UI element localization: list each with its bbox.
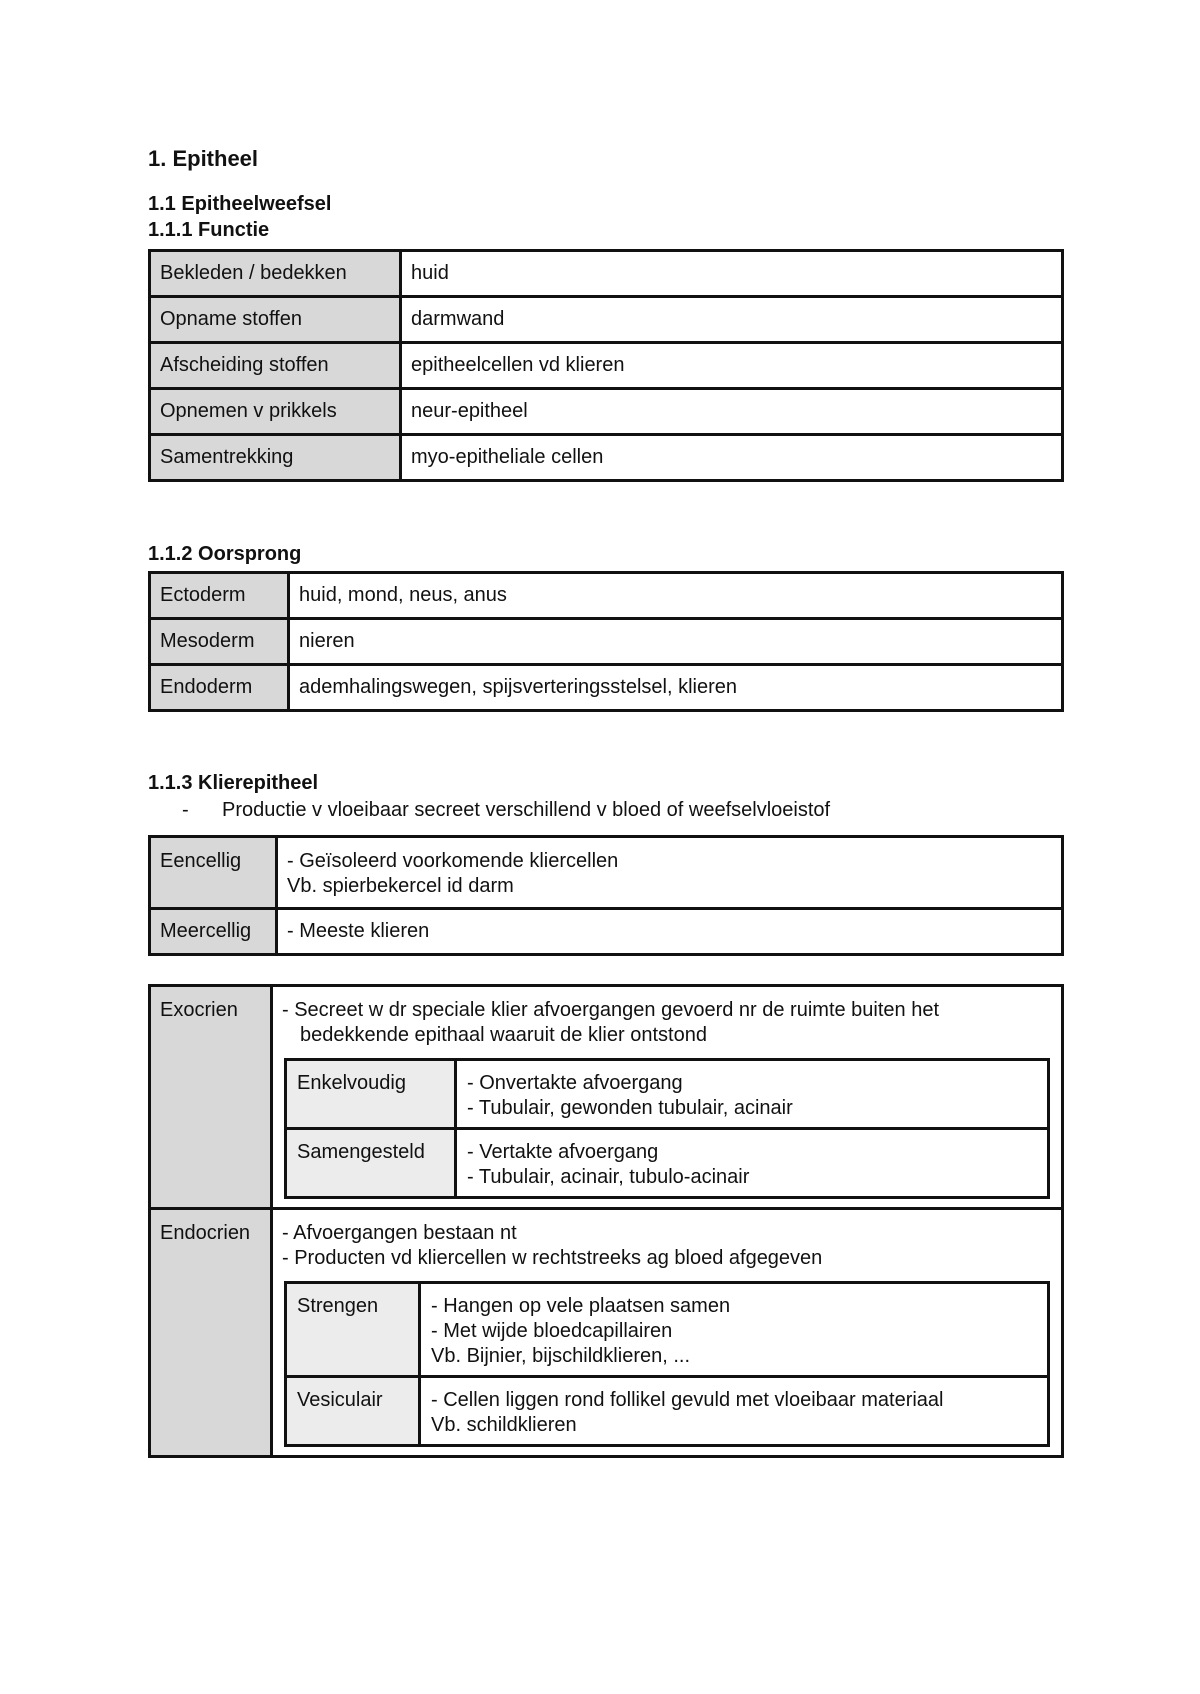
value-line: - Producten vd kliercellen w rechtstreeks ag bloed afgegeven — [282, 1247, 823, 1269]
row-label: Strengen — [286, 1283, 420, 1377]
section-title-klierepitheel: 1.1.3 Klierepitheel — [148, 772, 319, 794]
row-label: Exocrien — [150, 986, 272, 1209]
table-row — [150, 986, 1063, 1209]
value-line: - Tubulair, acinair, tubulo-acinair — [467, 1166, 750, 1188]
row-label: Opnemen v prikkels — [150, 389, 401, 435]
value-line: - Secreet w dr speciale klier afvoergangen gevoerd nr de ruimte buiten het — [282, 999, 940, 1021]
row-label: Bekleden / bedekken — [150, 251, 401, 297]
row-value: huid — [401, 251, 1063, 297]
section-title-epitheelweefsel: 1.1 Epitheelweefsel — [148, 193, 332, 215]
value-line: - Onvertakte afvoergang — [467, 1072, 683, 1094]
value-line: - Geïsoleerd voorkomende kliercellen — [287, 850, 619, 872]
row-value — [272, 1209, 1063, 1457]
row-value — [456, 1129, 1049, 1198]
value-line: Vb. spierbekercel id darm — [287, 875, 514, 897]
klier-types-table — [148, 984, 1064, 1458]
value-line: bedekkende epithaal waaruit de klier ontstond — [300, 1024, 707, 1046]
value-line: - Hangen op vele plaatsen samen — [431, 1295, 731, 1317]
oorsprong-table — [148, 571, 1064, 712]
value-line: - Afvoergangen bestaan nt — [282, 1222, 517, 1244]
row-value: - Meeste klieren — [277, 909, 1063, 955]
row-value — [456, 1060, 1049, 1129]
row-value — [272, 986, 1063, 1209]
table-row — [150, 389, 1063, 435]
cellig-table — [148, 835, 1064, 956]
value-line: Vb. schildklieren — [431, 1414, 577, 1436]
table-row — [150, 343, 1063, 389]
value-line: - Vertakte afvoergang — [467, 1141, 659, 1163]
value-line: - Tubulair, gewonden tubulair, acinair — [467, 1097, 793, 1119]
bullet-dash: - — [182, 799, 189, 821]
table-row — [150, 909, 1063, 955]
row-value: darmwand — [401, 297, 1063, 343]
row-label: Endocrien — [150, 1209, 272, 1457]
table-row — [286, 1129, 1049, 1198]
row-value: myo-epitheliale cellen — [401, 435, 1063, 481]
row-label: Endoderm — [150, 665, 289, 711]
table-row — [150, 297, 1063, 343]
value-line: - Met wijde bloedcapillairen — [431, 1320, 673, 1342]
table-row — [286, 1060, 1049, 1129]
row-value: huid, mond, neus, anus — [289, 573, 1063, 619]
row-label: Samengesteld — [286, 1129, 456, 1198]
row-value: ademhalingswegen, spijsverteringsstelsel, klieren — [289, 665, 1063, 711]
table-row — [150, 573, 1063, 619]
table-row — [150, 619, 1063, 665]
row-label: Opname stoffen — [150, 297, 401, 343]
section-title-oorsprong: 1.1.2 Oorsprong — [148, 543, 302, 565]
table-row — [286, 1377, 1049, 1446]
row-label: Samentrekking — [150, 435, 401, 481]
table-row — [150, 251, 1063, 297]
section-title-functie: 1.1.1 Functie — [148, 219, 270, 241]
endocrien-subtable — [284, 1281, 1050, 1447]
table-row — [286, 1283, 1049, 1377]
row-label: Ectoderm — [150, 573, 289, 619]
row-label: Eencellig — [150, 837, 277, 909]
row-label: Afscheiding stoffen — [150, 343, 401, 389]
row-value: neur-epitheel — [401, 389, 1063, 435]
table-row — [150, 435, 1063, 481]
table-row — [150, 1209, 1063, 1457]
row-label: Meercellig — [150, 909, 277, 955]
row-label: Mesoderm — [150, 619, 289, 665]
bullet-item — [182, 799, 1064, 822]
bullet-text: Productie v vloeibaar secreet verschillend v bloed of weefselvloeistof — [222, 799, 831, 821]
functie-table — [148, 249, 1064, 482]
document-page — [148, 146, 1064, 1458]
value-line: Vb. Bijnier, bijschildklieren, ... — [431, 1345, 691, 1367]
row-value: nieren — [289, 619, 1063, 665]
row-value: epitheelcellen vd klieren — [401, 343, 1063, 389]
value-line: - Cellen liggen rond follikel gevuld met vloeibaar materiaal — [431, 1389, 944, 1411]
exocrien-subtable — [284, 1058, 1050, 1199]
table-row — [150, 837, 1063, 909]
row-value — [277, 837, 1063, 909]
row-label: Enkelvoudig — [286, 1060, 456, 1129]
row-label: Vesiculair — [286, 1377, 420, 1446]
page-title: 1. Epitheel — [148, 146, 259, 171]
row-value — [420, 1377, 1049, 1446]
table-row — [150, 665, 1063, 711]
row-value — [420, 1283, 1049, 1377]
